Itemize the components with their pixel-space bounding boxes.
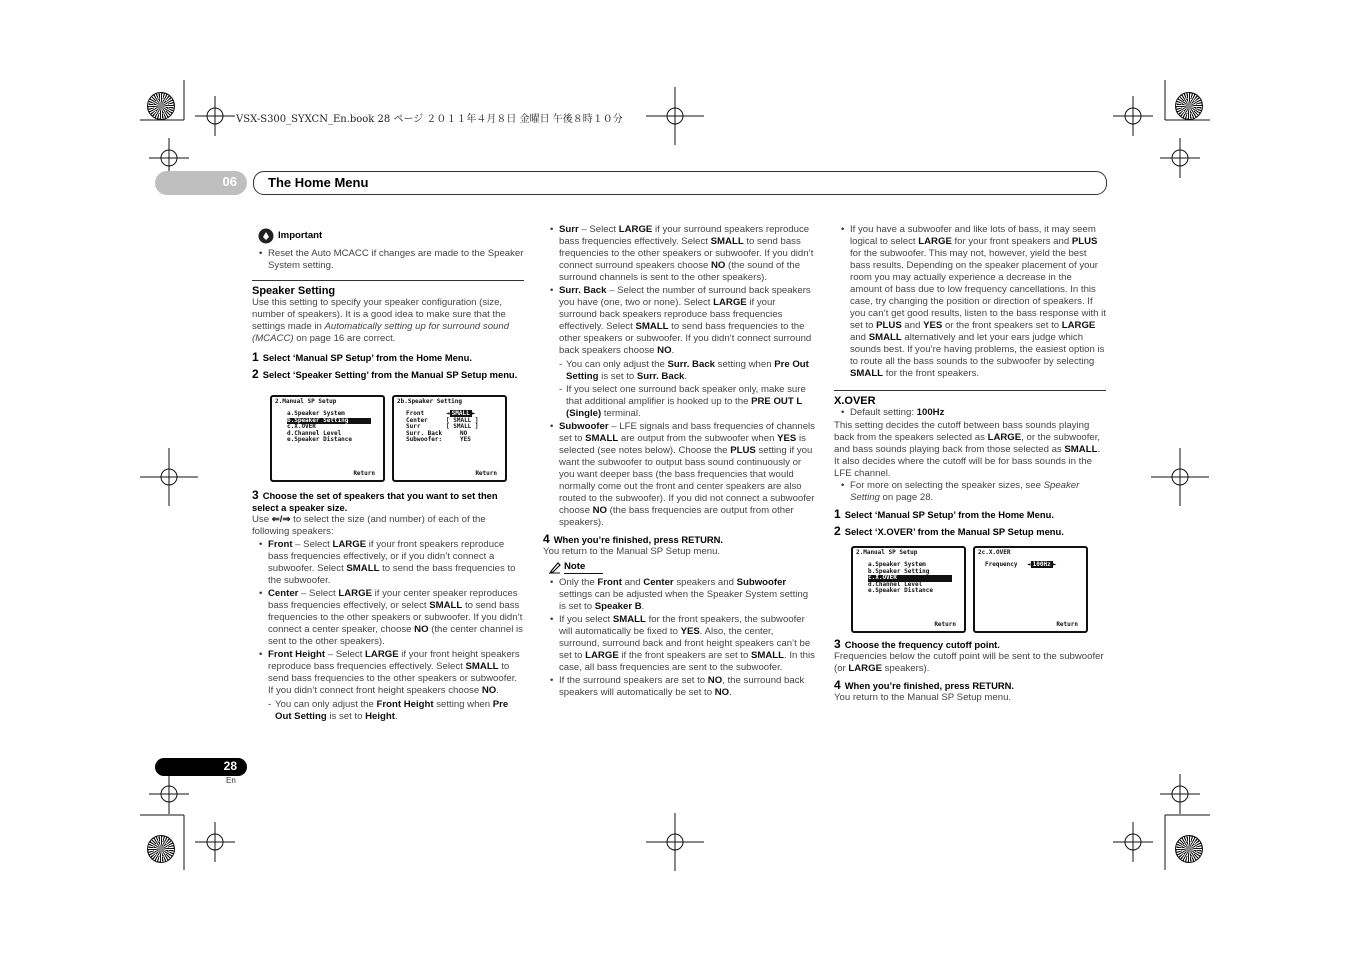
list-item-front-height: • Front Height – Select LARGE if your front height speakers reproduce bass frequencies effectively. Select SMALL to send bass frequencies to the other speakers or subwoofer. If you didn’t connect front height speakers choose NO. - You can only adjust the Front Height setting when Pre Out Setting is set to Height. <box>268 649 524 723</box>
osd-menu-item: b.Speaker Setting <box>868 567 930 575</box>
list-item-surr: • Surr – Select LARGE if your surround speakers reproduce bass frequencies effectively. Select SMALL to send bass frequencies to the other speakers or subwoofer. If you didn’t connect surround speakers choose NO (the sound of the surround channels is sent to the other speakers). <box>559 224 815 284</box>
list-item-center: • Center – Select LARGE if your center speaker reproduces bass frequencies effectively, or select SMALL to send bass frequencies to the other speakers or subwoofer. If you didn’t connect a center speaker, choose NO (the center channel is sent to the other speakers). <box>268 588 524 648</box>
osd-return: Return <box>1056 620 1078 628</box>
osd-menu-item: c.X.OVER <box>287 423 316 430</box>
osd-menu-item: a.Speaker System <box>287 410 345 417</box>
sub-note: - If you select one surround back speaker only, make sure that additional amplifier is hooked up to the PRE OUT L (Single) terminal. <box>566 384 815 420</box>
pencil-icon <box>549 562 561 574</box>
osd-menu-item: d.Channel Level <box>868 580 923 588</box>
osd-label: Front <box>406 410 425 417</box>
osd-menu-item: a.Speaker System <box>868 561 926 568</box>
osd-title: 2.Manual SP Setup <box>856 549 918 556</box>
speaker-setting-intro: Use this setting to specify your speaker configuration (size, number of speakers). It is a good idea to make sure that the settings made in Automatically setting up for surround sound (MCACC) on page 16 are correct. <box>252 297 510 344</box>
step-3: 3 Choose the frequency cutoff point. <box>834 637 1000 651</box>
osd-title: 2c.X.OVER <box>978 549 1011 556</box>
step-2: 2 Select ‘Speaker Setting’ from the Manual SP Setup menu. <box>252 367 518 381</box>
step-4-body: You return to the Manual SP Setup menu. <box>834 692 1012 703</box>
osd-return: Return <box>934 620 956 628</box>
speaker-setting-heading: Speaker Setting <box>252 285 336 297</box>
section-number-pill <box>155 171 247 195</box>
xover-heading: X.OVER <box>834 395 876 407</box>
important-title: Important <box>278 230 323 241</box>
sub-note: - You can only adjust the Surr. Back setting when Pre Out Setting is set to Surr. Back. <box>566 359 815 383</box>
note-item: • If the surround speakers are set to NO, the surround back speakers will automatically be set to NO. <box>559 675 815 699</box>
speaker-list <box>252 539 524 723</box>
list-item-subwoofer: • Subwoofer – LFE signals and bass frequencies of channels set to SMALL are output from the subwoofer when YES is selected (see notes below). Choose the PLUS setting if you want the subwoofer to output bass sound continuously or you want deeper bass (the bass frequencies that would normally come out the front and center speakers are also routed to the subwoofer). If you did not connect a subwoofer choose NO (the bass frequencies are output from other speakers). <box>559 421 815 529</box>
section-title: The Home Menu <box>268 175 369 190</box>
osd-screens <box>834 542 1106 638</box>
section-number: 06 <box>222 174 237 189</box>
osd-value: YES <box>460 436 471 443</box>
column-right <box>834 224 1106 704</box>
osd-title: 2b.Speaker Setting <box>397 398 463 405</box>
column-left <box>252 228 524 724</box>
step-4: 4 When you’re finished, press RETURN. <box>834 678 1014 692</box>
sub-note: - You can only adjust the Front Height setting when Pre Out Setting is set to Height. <box>275 699 524 723</box>
osd-label: Surr <box>406 423 421 430</box>
step-4-body: You return to the Manual SP Setup menu. <box>543 546 721 557</box>
note-list <box>543 577 815 699</box>
column-middle <box>543 224 815 700</box>
osd-value: [ SMALL ] <box>446 416 479 424</box>
osd-manual-sp-setup <box>270 395 385 482</box>
osd-value-selected: ◄ 100Hz ► <box>1027 561 1057 568</box>
print-header: VSX-S300_SYXCN_En.book 28 ページ ２０１１年４月８日 金曜日 午後８時１０分 <box>236 114 623 125</box>
note-heading <box>549 561 815 574</box>
page-number: 28 <box>223 759 237 773</box>
osd-menu-item-selected: c.X.OVER <box>868 575 952 582</box>
step-2: 2 Select ‘X.OVER’ from the Manual SP Setup menu. <box>834 524 1064 538</box>
bass-tip: • If you have a subwoofer and like lots of bass, it may seem logical to select LARGE for your front speakers and PLUS for the subwoofer. This may not, however, yield the best bass results. Depending on the speaker placement of your room you may actually experience a decrease in the amount of bass due to low frequency cancellations. In this case, try changing the position or direction of speakers. If you can’t get good results, listen to the bass response with it set to PLUS and YES or the front speakers set to LARGE and SMALL alternatively and let your ears judge which sounds best. If you’re having problems, the easiest option is to route all the bass sounds to the subwoofer by selecting SMALL for the front speakers. <box>850 224 1106 380</box>
step-4: 4 When you’re finished, press RETURN. <box>543 532 723 546</box>
xover-more <box>834 480 1106 504</box>
important-icon <box>258 228 274 244</box>
osd-manual-sp-setup <box>851 546 966 633</box>
step-1: 1 Select ‘Manual SP Setup’ from the Home Menu. <box>834 507 1054 521</box>
step-3-body: Use ⇐/⇒ to select the size (and number) of each of the following speakers: <box>252 514 486 537</box>
list-item-surr-back: • Surr. Back – Select the number of surround back speakers you have (one, two or none). Select LARGE if your surround back speakers reproduce bass frequencies effectively. Select SMALL to send bass frequencies to the other speakers or subwoofer. If you didn’t connect surround back speakers choose NO. - You can only adjust the Surr. Back setting when Pre Out Setting is set to Surr. Back. - If you select one surround back speaker only, make sure that additional amplifier is hooked up to the PRE OUT L (Single) terminal. <box>559 285 815 420</box>
page-number-pill <box>155 758 247 776</box>
osd-value: NO <box>460 429 468 437</box>
osd-label: Surr. Back <box>406 429 443 437</box>
xover-more-item: • For more on selecting the speaker sizes, see Speaker Setting on page 28. <box>850 480 1106 504</box>
osd-title: 2.Manual SP Setup <box>275 398 337 405</box>
osd-value-selected: ◄ SMALL ► <box>446 410 476 417</box>
osd-menu-item: e.Speaker Distance <box>287 436 353 443</box>
osd-screens <box>252 389 524 485</box>
osd-label: Frequency <box>985 561 1018 568</box>
note-title: Note <box>564 561 603 574</box>
osd-xover <box>973 546 1088 633</box>
divider <box>252 280 524 281</box>
osd-label: Center <box>406 416 428 424</box>
step-3-body: Frequencies below the cutoff point will be sent to the subwoofer (or LARGE speakers). <box>834 651 1104 674</box>
step-1: 1 Select ‘Manual SP Setup’ from the Home Menu. <box>252 350 472 364</box>
page-language: En <box>226 776 236 785</box>
note-item: • If you select SMALL for the front speakers, the subwoofer will automatically be fixed to YES. Also, the center, surround, surround back and front height speakers can’t be set to LARGE if the front speakers are set to SMALL. In this case, all bass frequencies are sent to the subwoofer. <box>559 614 815 674</box>
osd-menu-item: e.Speaker Distance <box>868 587 934 594</box>
divider <box>834 390 1106 391</box>
speaker-list-continued <box>543 224 815 529</box>
osd-return: Return <box>475 469 497 477</box>
section-title-bar <box>253 171 1107 195</box>
step-3: 3 Choose the set of speakers that you want to set then select a speaker size. <box>252 488 498 513</box>
default-setting: • Default setting: 100Hz <box>850 407 1106 419</box>
osd-menu-item-selected: b.Speaker Setting <box>287 418 371 425</box>
xover-description: This setting decides the cutoff between bass sounds playing back from the speakers selected as LARGE, or the subwoofer, and bass sounds playing back from those selected as SMALL. It also decides where the cutoff will be for bass sounds in the LFE channel. <box>834 420 1101 479</box>
important-list <box>252 248 524 272</box>
important-item: • Reset the Auto MCACC if changes are made to the Speaker System setting. <box>268 248 524 272</box>
osd-speaker-setting <box>392 395 507 482</box>
osd-return: Return <box>353 469 375 477</box>
list-item-front: • Front – Select LARGE if your front speakers reproduce bass frequencies effectively, or if you didn’t connect a subwoofer. Select SMALL to send the bass frequencies to the subwoofer. <box>268 539 524 587</box>
note-item: • Only the Front and Center speakers and Subwoofer settings can be adjusted when the Speaker System setting is set to Speaker B. <box>559 577 815 613</box>
bass-tip-list <box>834 224 1106 380</box>
osd-label: Subwoofer: <box>406 436 443 443</box>
xover-default <box>834 407 1106 419</box>
osd-menu-item: d.Channel Level <box>287 429 342 437</box>
important-heading <box>252 228 524 244</box>
osd-value: [ SMALL ] <box>446 423 479 430</box>
